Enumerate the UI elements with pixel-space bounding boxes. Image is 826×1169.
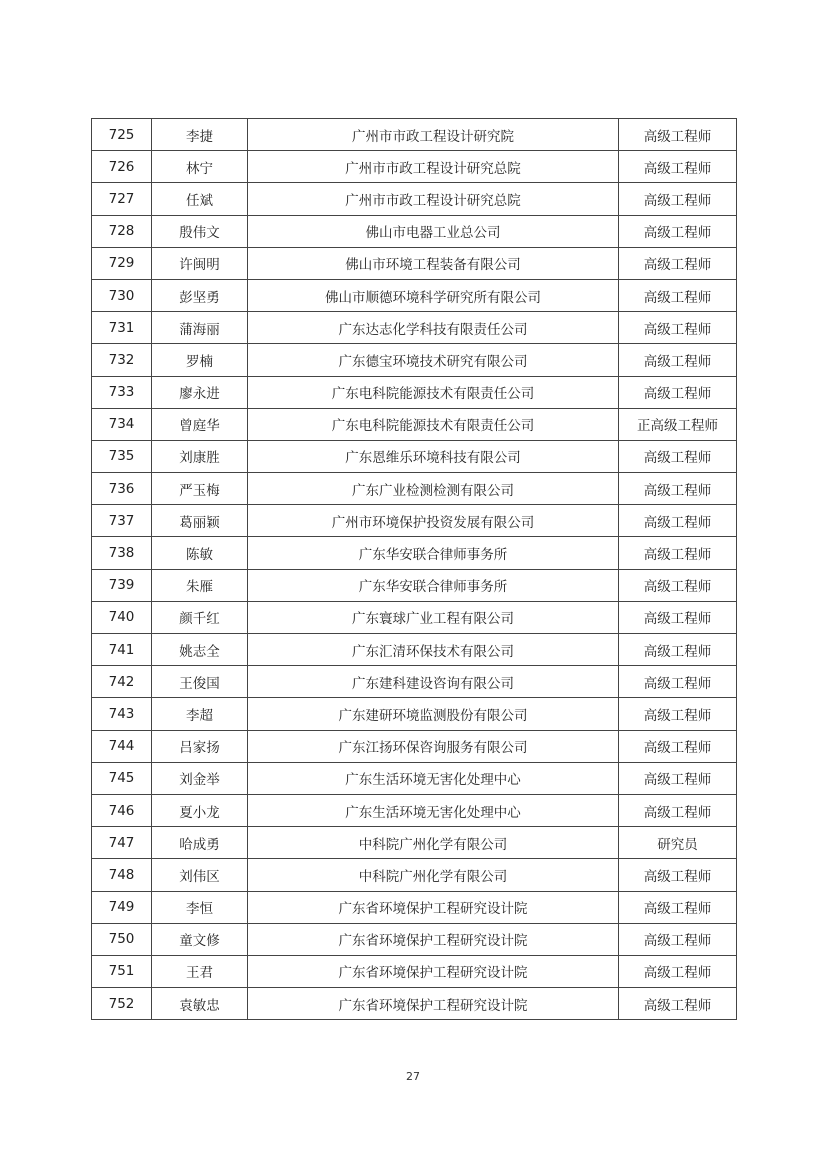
cell-name: 童文修: [152, 923, 248, 955]
cell-number: 741: [92, 634, 152, 666]
cell-title: 高级工程师: [619, 988, 737, 1020]
cell-name: 蒲海丽: [152, 312, 248, 344]
cell-name: 刘金举: [152, 762, 248, 794]
cell-name: 李超: [152, 698, 248, 730]
cell-organization: 广东恩维乐环境科技有限公司: [248, 440, 619, 472]
cell-title: 高级工程师: [619, 762, 737, 794]
cell-number: 746: [92, 794, 152, 826]
table-row: [92, 955, 737, 987]
table-row: [92, 215, 737, 247]
table-row: [92, 151, 737, 183]
table-row: [92, 988, 737, 1020]
cell-name: 任斌: [152, 183, 248, 215]
cell-organization: 广东达志化学科技有限责任公司: [248, 312, 619, 344]
cell-name: 陈敏: [152, 537, 248, 569]
cell-name: 彭坚勇: [152, 279, 248, 311]
table-body: [92, 119, 737, 1020]
cell-organization: 广东建研环境监测股份有限公司: [248, 698, 619, 730]
table-row: [92, 505, 737, 537]
cell-name: 李恒: [152, 891, 248, 923]
cell-number: 750: [92, 923, 152, 955]
cell-title: 高级工程师: [619, 119, 737, 151]
cell-number: 752: [92, 988, 152, 1020]
cell-organization: 广东江扬环保咨询服务有限公司: [248, 730, 619, 762]
table-row: [92, 794, 737, 826]
cell-name: 哈成勇: [152, 827, 248, 859]
table-row: [92, 569, 737, 601]
table-row: [92, 247, 737, 279]
cell-number: 728: [92, 215, 152, 247]
cell-number: 735: [92, 440, 152, 472]
cell-organization: 佛山市环境工程装备有限公司: [248, 247, 619, 279]
cell-organization: 广东广业检测检测有限公司: [248, 473, 619, 505]
cell-name: 朱雁: [152, 569, 248, 601]
cell-organization: 中科院广州化学有限公司: [248, 859, 619, 891]
cell-name: 夏小龙: [152, 794, 248, 826]
cell-number: 743: [92, 698, 152, 730]
cell-number: 737: [92, 505, 152, 537]
table-row: [92, 827, 737, 859]
table-row: [92, 473, 737, 505]
expert-list-table: [91, 118, 737, 1020]
cell-name: 林宁: [152, 151, 248, 183]
cell-number: 744: [92, 730, 152, 762]
cell-number: 742: [92, 666, 152, 698]
table-row: [92, 279, 737, 311]
cell-organization: 中科院广州化学有限公司: [248, 827, 619, 859]
table-row: [92, 119, 737, 151]
cell-number: 731: [92, 312, 152, 344]
table-row: [92, 312, 737, 344]
cell-name: 姚志全: [152, 634, 248, 666]
cell-organization: 广东寰球广业工程有限公司: [248, 601, 619, 633]
cell-organization: 广东省环境保护工程研究设计院: [248, 988, 619, 1020]
cell-organization: 广东生活环境无害化处理中心: [248, 794, 619, 826]
cell-organization: 广州市市政工程设计研究总院: [248, 183, 619, 215]
cell-title: 高级工程师: [619, 698, 737, 730]
table-row: [92, 923, 737, 955]
cell-title: 高级工程师: [619, 537, 737, 569]
cell-title: 高级工程师: [619, 279, 737, 311]
cell-title: 高级工程师: [619, 569, 737, 601]
cell-title: 高级工程师: [619, 151, 737, 183]
cell-number: 726: [92, 151, 152, 183]
cell-number: 727: [92, 183, 152, 215]
cell-organization: 广东省环境保护工程研究设计院: [248, 891, 619, 923]
cell-number: 751: [92, 955, 152, 987]
table-row: [92, 601, 737, 633]
table-row: [92, 859, 737, 891]
cell-title: 高级工程师: [619, 440, 737, 472]
cell-name: 殷伟文: [152, 215, 248, 247]
cell-number: 749: [92, 891, 152, 923]
cell-title: 高级工程师: [619, 344, 737, 376]
cell-number: 738: [92, 537, 152, 569]
table-row: [92, 762, 737, 794]
cell-name: 刘康胜: [152, 440, 248, 472]
cell-title: 高级工程师: [619, 312, 737, 344]
cell-number: 739: [92, 569, 152, 601]
cell-name: 王俊国: [152, 666, 248, 698]
cell-number: 736: [92, 473, 152, 505]
table-row: [92, 634, 737, 666]
table-row: [92, 891, 737, 923]
cell-title: 高级工程师: [619, 247, 737, 279]
cell-name: 严玉梅: [152, 473, 248, 505]
cell-title: 高级工程师: [619, 955, 737, 987]
table-row: [92, 376, 737, 408]
cell-title: 高级工程师: [619, 183, 737, 215]
cell-organization: 佛山市顺德环境科学研究所有限公司: [248, 279, 619, 311]
cell-title: 正高级工程师: [619, 408, 737, 440]
table-row: [92, 537, 737, 569]
cell-title: 高级工程师: [619, 794, 737, 826]
cell-title: 高级工程师: [619, 634, 737, 666]
cell-title: 高级工程师: [619, 601, 737, 633]
cell-title: 高级工程师: [619, 505, 737, 537]
table-row: [92, 698, 737, 730]
cell-organization: 广东省环境保护工程研究设计院: [248, 923, 619, 955]
cell-organization: 广东电科院能源技术有限责任公司: [248, 408, 619, 440]
cell-title: 高级工程师: [619, 891, 737, 923]
cell-name: 袁敏忠: [152, 988, 248, 1020]
cell-number: 748: [92, 859, 152, 891]
cell-number: 730: [92, 279, 152, 311]
cell-name: 葛丽颖: [152, 505, 248, 537]
cell-organization: 广州市环境保护投资发展有限公司: [248, 505, 619, 537]
cell-organization: 佛山市电器工业总公司: [248, 215, 619, 247]
cell-organization: 广东华安联合律师事务所: [248, 569, 619, 601]
cell-organization: 广州市市政工程设计研究总院: [248, 151, 619, 183]
table-row: [92, 730, 737, 762]
cell-title: 高级工程师: [619, 666, 737, 698]
cell-organization: 广东华安联合律师事务所: [248, 537, 619, 569]
table-row: [92, 183, 737, 215]
cell-name: 刘伟区: [152, 859, 248, 891]
cell-organization: 广东生活环境无害化处理中心: [248, 762, 619, 794]
cell-number: 733: [92, 376, 152, 408]
cell-name: 罗楠: [152, 344, 248, 376]
cell-number: 725: [92, 119, 152, 151]
cell-name: 吕家扬: [152, 730, 248, 762]
table-row: [92, 408, 737, 440]
cell-organization: 广东汇清环保技术有限公司: [248, 634, 619, 666]
cell-name: 许闽明: [152, 247, 248, 279]
cell-number: 747: [92, 827, 152, 859]
table-row: [92, 344, 737, 376]
cell-number: 745: [92, 762, 152, 794]
cell-title: 研究员: [619, 827, 737, 859]
cell-title: 高级工程师: [619, 730, 737, 762]
cell-name: 颜千红: [152, 601, 248, 633]
cell-name: 王君: [152, 955, 248, 987]
cell-title: 高级工程师: [619, 473, 737, 505]
cell-name: 李捷: [152, 119, 248, 151]
cell-title: 高级工程师: [619, 215, 737, 247]
cell-number: 740: [92, 601, 152, 633]
table-row: [92, 666, 737, 698]
cell-organization: 广东电科院能源技术有限责任公司: [248, 376, 619, 408]
table-row: [92, 440, 737, 472]
cell-organization: 广州市市政工程设计研究院: [248, 119, 619, 151]
cell-name: 廖永进: [152, 376, 248, 408]
cell-name: 曾庭华: [152, 408, 248, 440]
cell-title: 高级工程师: [619, 376, 737, 408]
page-number: 27: [406, 1070, 420, 1083]
cell-title: 高级工程师: [619, 859, 737, 891]
cell-number: 732: [92, 344, 152, 376]
cell-title: 高级工程师: [619, 923, 737, 955]
cell-number: 729: [92, 247, 152, 279]
cell-organization: 广东省环境保护工程研究设计院: [248, 955, 619, 987]
cell-organization: 广东建科建设咨询有限公司: [248, 666, 619, 698]
cell-number: 734: [92, 408, 152, 440]
cell-organization: 广东德宝环境技术研究有限公司: [248, 344, 619, 376]
